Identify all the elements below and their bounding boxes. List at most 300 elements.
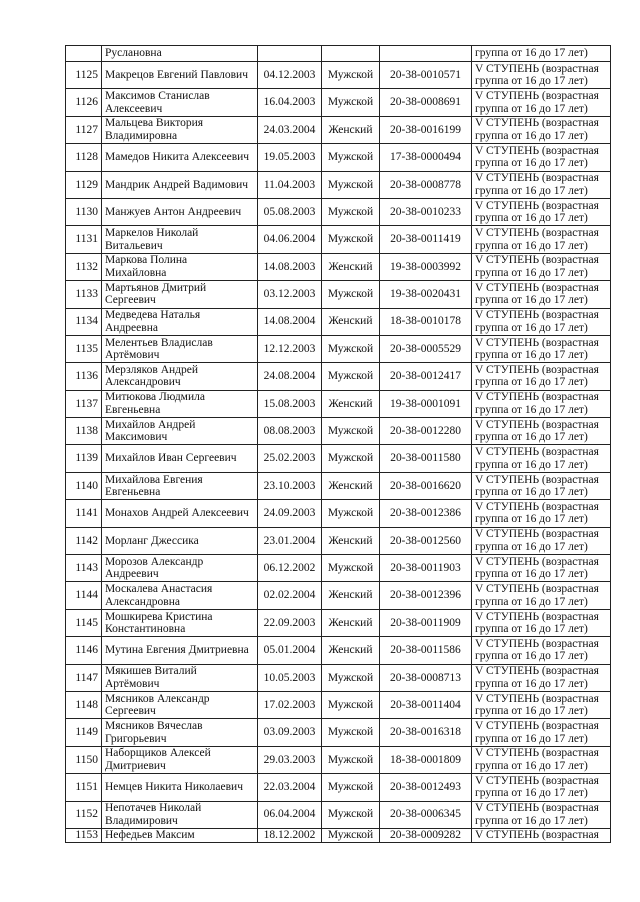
id-code-cell: 20-38-0012417: [380, 363, 472, 390]
name-cell: [102, 582, 258, 609]
id-code-cell: 18-38-0010178: [380, 308, 472, 335]
id-code-cell: 20-38-0011903: [380, 555, 472, 582]
row-number: 1147: [66, 664, 102, 691]
birth-date-cell: 22.03.2004: [258, 774, 322, 801]
gender-cell: Мужской: [322, 335, 380, 362]
birth-date-cell: 02.02.2004: [258, 582, 322, 609]
group-line-2: группа от 16 до 17 лет): [475, 403, 588, 416]
birth-date-cell: 19.05.2003: [258, 144, 322, 171]
name-cell: [102, 253, 258, 280]
group-line-1: V СТУПЕНЬ (возрастная: [475, 199, 599, 212]
name-line-2: Владимирович: [105, 814, 178, 827]
group-line-2: группа от 16 до 17 лет): [475, 677, 588, 690]
table-row: [66, 609, 611, 636]
gender-cell: Мужской: [322, 774, 380, 801]
birth-date-cell: 08.08.2003: [258, 418, 322, 445]
gender-cell: Женский: [322, 308, 380, 335]
name-line-2: Сергеевич: [105, 705, 156, 718]
birth-date-cell: 06.04.2004: [258, 801, 322, 828]
table-row: [66, 637, 611, 664]
table-row: [66, 582, 611, 609]
birth-date-cell: 18.12.2002: [258, 828, 322, 842]
table-row: [66, 253, 611, 280]
group-cell: [472, 801, 611, 828]
row-number: 1127: [66, 116, 102, 143]
gender-cell: Мужской: [322, 691, 380, 718]
table-row: [66, 171, 611, 198]
group-cell: V СТУПЕНЬ (возрастная: [472, 828, 611, 842]
group-cell: [472, 500, 611, 527]
name-cell: [102, 691, 258, 718]
name-line-2: Владимировна: [105, 129, 178, 142]
group-cell: [472, 89, 611, 116]
table-row: [66, 198, 611, 225]
group-line-1: V СТУПЕНЬ (возрастная: [475, 637, 599, 650]
row-number: 1144: [66, 582, 102, 609]
row-number: 1153: [66, 828, 102, 842]
gender-cell: Мужской: [322, 198, 380, 225]
birth-date-cell: 10.05.2003: [258, 664, 322, 691]
id-code-cell: 19-38-0020431: [380, 281, 472, 308]
name-line-1: Непотачев Николай: [105, 802, 202, 815]
name-line-1: Мальцева Виктория: [105, 117, 204, 130]
birth-date-cell: 15.08.2003: [258, 390, 322, 417]
birth-date-cell: 14.08.2004: [258, 308, 322, 335]
group-line-2: группа от 16 до 17 лет): [475, 513, 588, 526]
group-line-1: V СТУПЕНЬ (возрастная: [475, 583, 599, 596]
group-cell: [472, 116, 611, 143]
name-cell: Мутина Евгения Дмитриевна: [102, 637, 258, 664]
row-number: 1152: [66, 801, 102, 828]
birth-date-cell: 04.12.2003: [258, 62, 322, 89]
id-code-cell: 20-38-0006345: [380, 801, 472, 828]
name-line-1: Мартьянов Дмитрий: [105, 281, 207, 294]
name-line-1: Маркова Полина: [105, 254, 188, 267]
group-line-1: V СТУПЕНЬ (возрастная: [475, 391, 599, 404]
id-code-cell: 20-38-0012560: [380, 527, 472, 554]
group-line-1: V СТУПЕНЬ (возрастная: [475, 747, 599, 760]
name-cell: [102, 308, 258, 335]
group-line-2: группа от 16 до 17 лет): [475, 431, 588, 444]
group-line-2: группа от 16 до 17 лет): [475, 705, 588, 718]
birth-date-cell: 12.12.2003: [258, 335, 322, 362]
group-line-1: V СТУПЕНЬ (возрастная: [475, 720, 599, 733]
name-line-1: Маркелов Николай: [105, 227, 199, 240]
group-line-2: группа от 16 до 17 лет): [475, 102, 588, 115]
row-number: 1137: [66, 390, 102, 417]
group-line-1: V СТУПЕНЬ (возрастная: [475, 117, 599, 130]
row-number: 1150: [66, 746, 102, 773]
table-row: [66, 445, 611, 472]
group-line-1: V СТУПЕНЬ (возрастная: [475, 90, 599, 103]
group-cell: [472, 582, 611, 609]
group-cell: [472, 664, 611, 691]
name-cell: [102, 390, 258, 417]
group-cell: [472, 308, 611, 335]
participants-table: [65, 45, 611, 843]
name-cell: [102, 226, 258, 253]
group-line-1: V СТУПЕНЬ (возрастная: [475, 172, 599, 185]
group-cell: [472, 746, 611, 773]
name-line-2: Григорьевич: [105, 732, 167, 745]
group-cell: группа от 16 до 17 лет): [472, 46, 611, 62]
birth-date-cell: 24.03.2004: [258, 116, 322, 143]
name-line-2: Михайловна: [105, 266, 167, 279]
birth-date-cell: 22.09.2003: [258, 609, 322, 636]
id-code-cell: 20-38-0016620: [380, 472, 472, 499]
group-line-1: V СТУПЕНЬ (возрастная: [475, 692, 599, 705]
name-cell: Михайлов Иван Сергеевич: [102, 445, 258, 472]
group-cell: [472, 418, 611, 445]
name-line-2: Евгеньевна: [105, 486, 161, 499]
group-line-1: V СТУПЕНЬ (возрастная: [475, 62, 599, 75]
group-line-1: V СТУПЕНЬ (возрастная: [475, 802, 599, 815]
group-line-1: V СТУПЕНЬ (возрастная: [475, 473, 599, 486]
table-row: [66, 555, 611, 582]
group-line-2: группа от 16 до 17 лет): [475, 814, 588, 827]
row-number: 1139: [66, 445, 102, 472]
gender-cell: Мужской: [322, 445, 380, 472]
group-line-2: группа от 16 до 17 лет): [475, 157, 588, 170]
group-line-1: V СТУПЕНЬ (возрастная: [475, 227, 599, 240]
id-code-cell: 20-38-0011586: [380, 637, 472, 664]
row-number: 1133: [66, 281, 102, 308]
name-cell: Руслановна: [102, 46, 258, 62]
birth-date-cell: 29.03.2003: [258, 746, 322, 773]
birth-date-cell: 23.01.2004: [258, 527, 322, 554]
row-number: 1141: [66, 500, 102, 527]
row-number: 1136: [66, 363, 102, 390]
row-number: 1149: [66, 719, 102, 746]
gender-cell: Мужской: [322, 719, 380, 746]
id-code-cell: 19-38-0001091: [380, 390, 472, 417]
birth-date-cell: 11.04.2003: [258, 171, 322, 198]
table-row: [66, 472, 611, 499]
group-line-1: V СТУПЕНЬ (возрастная: [475, 309, 599, 322]
birth-date-cell: 16.04.2003: [258, 89, 322, 116]
group-cell: [472, 198, 611, 225]
gender-cell: Женский: [322, 472, 380, 499]
name-cell: Мандрик Андрей Вадимович: [102, 171, 258, 198]
name-line-1: Мясников Александр: [105, 692, 210, 705]
table-row: [66, 418, 611, 445]
group-line-2: группа от 16 до 17 лет): [475, 349, 588, 362]
name-line-1: Москалева Анастасия: [105, 583, 213, 596]
row-number: 1128: [66, 144, 102, 171]
table-row: [66, 500, 611, 527]
gender-cell: Мужской: [322, 171, 380, 198]
birth-date-cell: 03.12.2003: [258, 281, 322, 308]
gender-cell: Женский: [322, 637, 380, 664]
row-number: 1131: [66, 226, 102, 253]
name-line-1: Михайлов Андрей: [105, 418, 196, 431]
name-line-2: Евгеньевна: [105, 403, 161, 416]
name-cell: [102, 363, 258, 390]
birth-date-cell: 03.09.2003: [258, 719, 322, 746]
name-cell: [102, 116, 258, 143]
name-cell: [102, 472, 258, 499]
gender-cell: Женский: [322, 116, 380, 143]
gender-cell: Мужской: [322, 281, 380, 308]
id-code-cell: 18-38-0001809: [380, 746, 472, 773]
name-cell: [102, 89, 258, 116]
gender-cell: Женский: [322, 527, 380, 554]
group-cell: [472, 390, 611, 417]
gender-cell: Мужской: [322, 363, 380, 390]
birth-date-cell: 06.12.2002: [258, 555, 322, 582]
name-cell: [102, 719, 258, 746]
name-line-1: Наборщиков Алексей: [105, 747, 211, 760]
row-number: 1129: [66, 171, 102, 198]
group-cell: [472, 62, 611, 89]
name-line-1: Максимов Станислав: [105, 90, 210, 103]
gender-cell: Женский: [322, 609, 380, 636]
id-code-cell: 20-38-0012386: [380, 500, 472, 527]
birth-date-cell: 17.02.2003: [258, 691, 322, 718]
group-line-1: V СТУПЕНЬ (возрастная: [475, 528, 599, 541]
table-row: [66, 719, 611, 746]
group-cell: [472, 335, 611, 362]
row-number: 1140: [66, 472, 102, 499]
group-line-2: группа от 16 до 17 лет): [475, 321, 588, 334]
id-code-cell: 20-38-0012396: [380, 582, 472, 609]
table-row: [66, 281, 611, 308]
row-number: [66, 46, 102, 62]
group-line-2: группа от 16 до 17 лет): [475, 787, 588, 800]
id-code-cell: 19-38-0003992: [380, 253, 472, 280]
name-line-2: Максимович: [105, 431, 168, 444]
group-line-2: группа от 16 до 17 лет): [475, 266, 588, 279]
name-line-2: Андреевич: [105, 568, 159, 581]
group-line-2: группа от 16 до 17 лет): [475, 458, 588, 471]
id-code-cell: 20-38-0012493: [380, 774, 472, 801]
group-line-2: группа от 16 до 17 лет): [475, 486, 588, 499]
name-cell: [102, 335, 258, 362]
group-line-1: V СТУПЕНЬ (возрастная: [475, 281, 599, 294]
name-line-1: Мясников Вячеслав: [105, 720, 203, 733]
group-line-2: группа от 16 до 17 лет): [475, 129, 588, 142]
gender-cell: [322, 46, 380, 62]
name-line-2: Александрович: [105, 376, 181, 389]
row-number: 1151: [66, 774, 102, 801]
group-cell: [472, 144, 611, 171]
name-line-2: Артёмович: [105, 349, 160, 362]
group-cell: [472, 719, 611, 746]
table-row: [66, 116, 611, 143]
group-cell: [472, 555, 611, 582]
gender-cell: Мужской: [322, 144, 380, 171]
group-line-1: V СТУПЕНЬ (возрастная: [475, 610, 599, 623]
group-line-2: группа от 16 до 17 лет): [475, 75, 588, 88]
row-number: 1146: [66, 637, 102, 664]
group-line-2: группа от 16 до 17 лет): [475, 732, 588, 745]
table-row: [66, 144, 611, 171]
birth-date-cell: 05.01.2004: [258, 637, 322, 664]
row-number: 1135: [66, 335, 102, 362]
group-line-1: V СТУПЕНЬ (возрастная: [475, 774, 599, 787]
id-code-cell: 20-38-0010233: [380, 198, 472, 225]
group-cell: [472, 774, 611, 801]
table-row: [66, 46, 611, 62]
gender-cell: Мужской: [322, 500, 380, 527]
gender-cell: Мужской: [322, 226, 380, 253]
table-row: [66, 89, 611, 116]
id-code-cell: 17-38-0000494: [380, 144, 472, 171]
group-line-2: группа от 16 до 17 лет): [475, 294, 588, 307]
group-line-2: группа от 16 до 17 лет): [475, 212, 588, 225]
name-cell: [102, 609, 258, 636]
name-cell: Немцев Никита Николаевич: [102, 774, 258, 801]
name-line-2: Витальевич: [105, 239, 163, 252]
id-code-cell: 20-38-0011419: [380, 226, 472, 253]
id-code-cell: 20-38-0011404: [380, 691, 472, 718]
name-cell: [102, 418, 258, 445]
id-code-cell: 20-38-0008691: [380, 89, 472, 116]
name-line-2: Артёмович: [105, 677, 160, 690]
row-number: 1134: [66, 308, 102, 335]
row-number: 1145: [66, 609, 102, 636]
birth-date-cell: 05.08.2003: [258, 198, 322, 225]
group-line-2: группа от 16 до 17 лет): [475, 595, 588, 608]
name-line-1: Мошкирева Кристина: [105, 610, 213, 623]
name-line-2: Андреевна: [105, 321, 158, 334]
group-line-2: группа от 16 до 17 лет): [475, 376, 588, 389]
group-line-2: группа от 16 до 17 лет): [475, 568, 588, 581]
group-cell: [472, 527, 611, 554]
group-line-1: V СТУПЕНЬ (возрастная: [475, 363, 599, 376]
name-cell: Нефедьев Максим: [102, 828, 258, 842]
group-cell: [472, 445, 611, 472]
id-code-cell: 20-38-0005529: [380, 335, 472, 362]
gender-cell: Мужской: [322, 828, 380, 842]
table-row: [66, 664, 611, 691]
group-line-2: группа от 16 до 17 лет): [475, 184, 588, 197]
group-line-2: группа от 16 до 17 лет): [475, 759, 588, 772]
gender-cell: Мужской: [322, 89, 380, 116]
group-cell: [472, 363, 611, 390]
row-number: 1148: [66, 691, 102, 718]
id-code-cell: 20-38-0008713: [380, 664, 472, 691]
name-cell: Монахов Андрей Алексеевич: [102, 500, 258, 527]
name-line-1: Медведева Наталья: [105, 309, 201, 322]
name-line-1: Мелентьев Владислав: [105, 336, 213, 349]
id-code-cell: 20-38-0012280: [380, 418, 472, 445]
birth-date-cell: 24.08.2004: [258, 363, 322, 390]
name-line-2: Константиновна: [105, 623, 186, 635]
table-row: [66, 801, 611, 828]
table-row: [66, 691, 611, 718]
name-cell: [102, 801, 258, 828]
group-line-1: V СТУПЕНЬ (возрастная: [475, 555, 599, 568]
gender-cell: Мужской: [322, 418, 380, 445]
group-line-2: группа от 16 до 17 лет): [475, 623, 588, 635]
gender-cell: Женский: [322, 582, 380, 609]
birth-date-cell: 24.09.2003: [258, 500, 322, 527]
table-row: [66, 390, 611, 417]
row-number: 1130: [66, 198, 102, 225]
group-line-2: группа от 16 до 17 лет): [475, 239, 588, 252]
name-cell: Морланг Джессика: [102, 527, 258, 554]
group-line-2: группа от 16 до 17 лет): [475, 540, 588, 553]
name-cell: Макрецов Евгений Павлович: [102, 62, 258, 89]
group-cell: [472, 226, 611, 253]
gender-cell: Мужской: [322, 801, 380, 828]
birth-date-cell: 23.10.2003: [258, 472, 322, 499]
birth-date-cell: 14.08.2003: [258, 253, 322, 280]
group-line-1: V СТУПЕНЬ (возрастная: [475, 500, 599, 513]
group-line-1: V СТУПЕНЬ (возрастная: [475, 665, 599, 678]
name-line-2: Сергеевич: [105, 294, 156, 307]
birth-date-cell: 04.06.2004: [258, 226, 322, 253]
table-row: [66, 62, 611, 89]
group-line-1: V СТУПЕНЬ (возрастная: [475, 144, 599, 157]
group-cell: [472, 691, 611, 718]
name-line-1: Мерзляков Андрей: [105, 363, 199, 376]
name-cell: [102, 664, 258, 691]
group-line-1: V СТУПЕНЬ (возрастная: [475, 254, 599, 267]
id-code-cell: 20-38-0016318: [380, 719, 472, 746]
id-code-cell: 20-38-0016199: [380, 116, 472, 143]
group-line-1: V СТУПЕНЬ (возрастная: [475, 446, 599, 459]
name-line-1: Мякишев Виталий: [105, 665, 197, 678]
name-line-2: Дмитриевич: [105, 759, 166, 772]
row-number: 1125: [66, 62, 102, 89]
row-number: 1142: [66, 527, 102, 554]
gender-cell: Женский: [322, 390, 380, 417]
group-cell: [472, 253, 611, 280]
id-code-cell: [380, 46, 472, 62]
name-cell: Мамедов Никита Алексеевич: [102, 144, 258, 171]
table-row: [66, 335, 611, 362]
row-number: 1138: [66, 418, 102, 445]
group-cell: [472, 472, 611, 499]
name-line-1: Морозов Александр: [105, 555, 204, 568]
group-line-1: V СТУПЕНЬ (возрастная: [475, 418, 599, 431]
table-row: [66, 226, 611, 253]
name-cell: [102, 555, 258, 582]
name-line-1: Митюкова Людмила: [105, 391, 205, 404]
id-code-cell: 20-38-0011580: [380, 445, 472, 472]
gender-cell: Мужской: [322, 62, 380, 89]
group-line-2: группа от 16 до 17 лет): [475, 650, 588, 663]
row-number: 1126: [66, 89, 102, 116]
gender-cell: Мужской: [322, 555, 380, 582]
birth-date-cell: [258, 46, 322, 62]
table-row: [66, 363, 611, 390]
row-number: 1143: [66, 555, 102, 582]
group-line-1: V СТУПЕНЬ (возрастная: [475, 336, 599, 349]
birth-date-cell: 25.02.2003: [258, 445, 322, 472]
gender-cell: Мужской: [322, 664, 380, 691]
table-row: [66, 527, 611, 554]
name-cell: [102, 281, 258, 308]
table-row: [66, 828, 611, 842]
id-code-cell: 20-38-0008778: [380, 171, 472, 198]
group-cell: [472, 609, 611, 636]
id-code-cell: 20-38-0010571: [380, 62, 472, 89]
name-cell: [102, 746, 258, 773]
id-code-cell: 20-38-0011909: [380, 609, 472, 636]
name-line-1: Михайлова Евгения: [105, 473, 203, 486]
gender-cell: Мужской: [322, 746, 380, 773]
id-code-cell: 20-38-0009282: [380, 828, 472, 842]
row-number: 1132: [66, 253, 102, 280]
table-row: [66, 774, 611, 801]
table-body: [66, 46, 611, 843]
name-line-2: Алексеевич: [105, 102, 163, 115]
table-row: [66, 746, 611, 773]
name-line-2: Александровна: [105, 595, 180, 608]
